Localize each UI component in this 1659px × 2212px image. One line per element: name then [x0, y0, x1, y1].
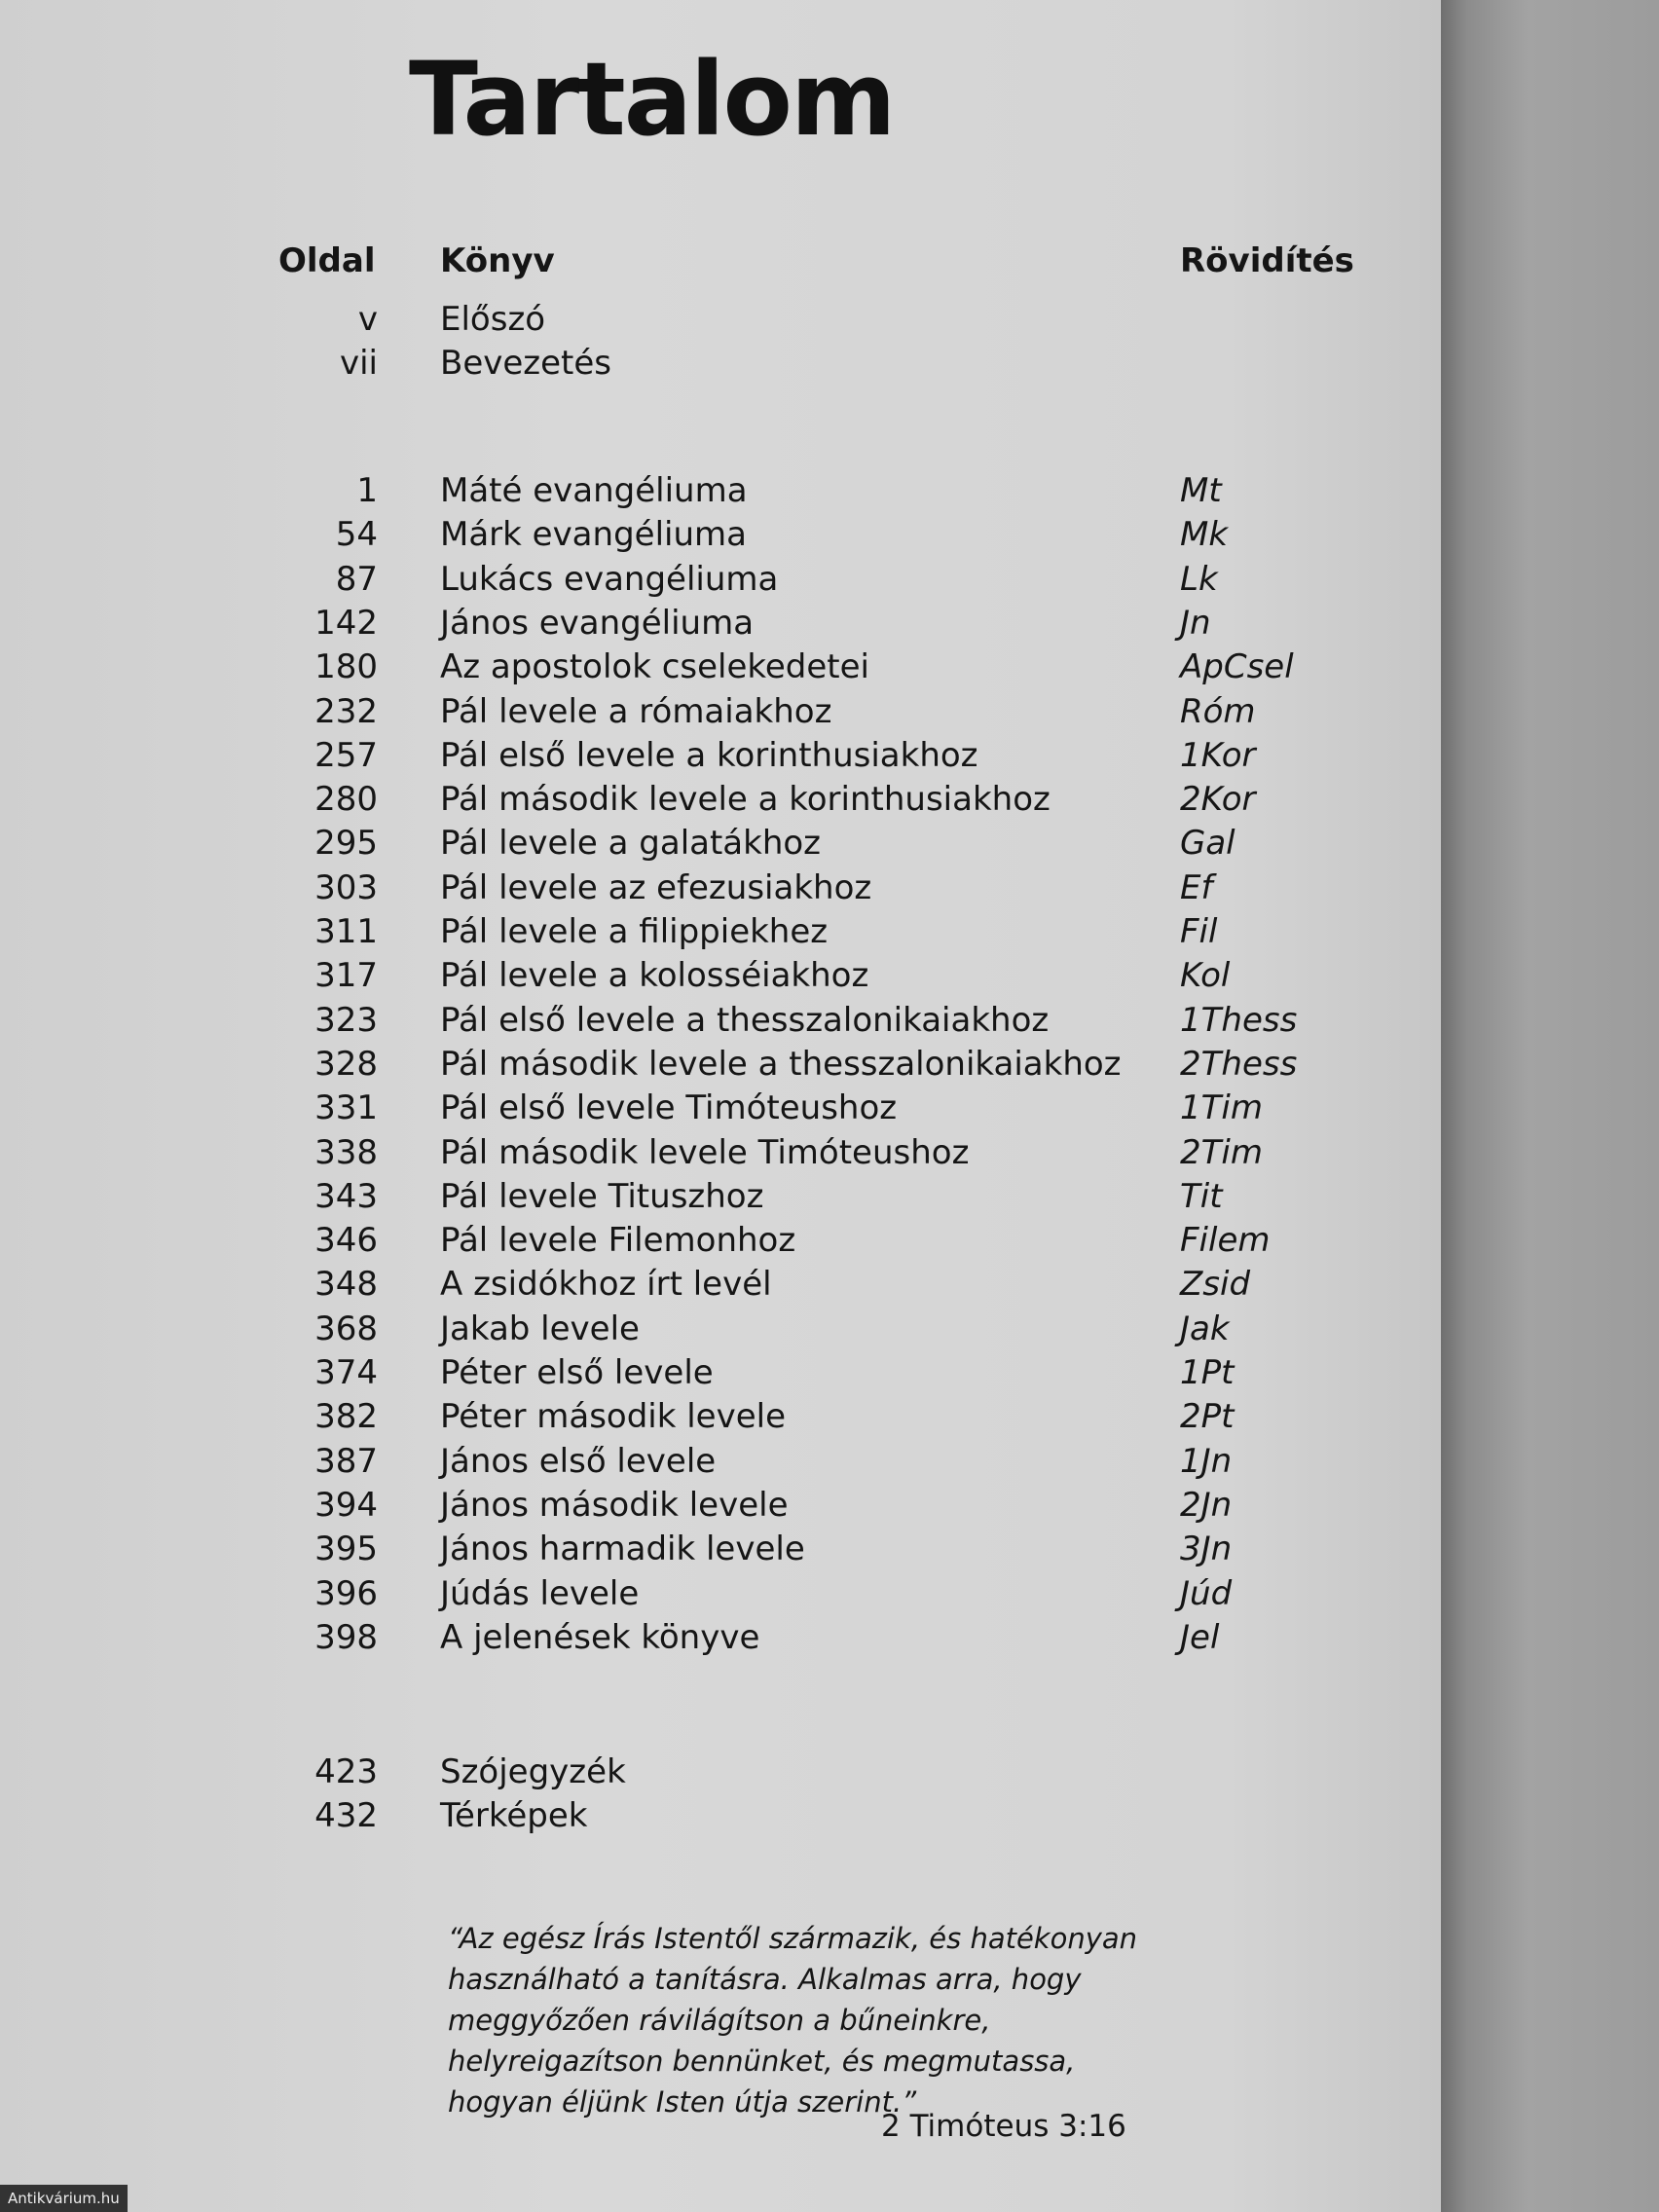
toc-book-title: Pál első levele Timóteushoz: [440, 1088, 898, 1128]
toc-row: [0, 1572, 1441, 1616]
toc-abbreviation: 2Tim: [1180, 1132, 1263, 1172]
toc-page-number: 382: [314, 1397, 378, 1437]
toc-row: [0, 298, 1441, 342]
toc-book-title: Pál levele a filippiekhez: [440, 912, 829, 951]
toc-book-title: János második levele: [440, 1485, 789, 1525]
toc-page-number: 54: [335, 515, 378, 555]
toc-page-number: 232: [314, 691, 378, 731]
toc-abbreviation: 1Pt: [1180, 1353, 1235, 1392]
toc-abbreviation: Jn: [1180, 603, 1211, 643]
toc-page-number: 398: [314, 1617, 378, 1657]
toc-abbreviation: Filem: [1180, 1221, 1271, 1261]
toc-page-number: v: [357, 300, 378, 339]
toc-abbreviation: Jel: [1180, 1617, 1220, 1657]
toc-page-number: 343: [314, 1176, 378, 1216]
toc-row: [0, 1087, 1441, 1130]
toc-row: [0, 910, 1441, 954]
toc-row: [0, 999, 1441, 1043]
toc-page-number: 368: [314, 1309, 378, 1348]
toc-page-number: 348: [314, 1265, 378, 1305]
toc-book-title: Térképek: [440, 1796, 588, 1836]
toc-abbreviation: Ef: [1180, 867, 1213, 907]
toc-row: [0, 690, 1441, 734]
toc-row: [0, 1263, 1441, 1307]
toc-row: [0, 1308, 1441, 1351]
toc-page-number: 423: [314, 1752, 378, 1791]
toc-book-title: Bevezetés: [440, 344, 612, 384]
toc-page-number: 346: [314, 1221, 378, 1261]
quote-reference: 2 Timóteus 3:16: [881, 2109, 1126, 2144]
toc-page-number: 303: [314, 867, 378, 907]
toc-book-title: Pál levele a kolosséiakhoz: [440, 956, 869, 996]
toc-row: [0, 778, 1441, 822]
toc-book-title: Pál levele a galatákhoz: [440, 824, 822, 864]
toc-book-title: Péter első levele: [440, 1353, 714, 1392]
toc-abbreviation: 1Thess: [1180, 1000, 1298, 1040]
quote-line: “Az egész Írás Istentől származik, és hatékonyan: [448, 1922, 1138, 1955]
toc-abbreviation: 1Jn: [1180, 1441, 1233, 1481]
toc-abbreviation: Júd: [1180, 1573, 1233, 1613]
toc-page-number: 395: [314, 1530, 378, 1569]
toc-page-number: 317: [314, 956, 378, 996]
toc-abbreviation: 2Thess: [1180, 1044, 1298, 1084]
toc-page-number: 374: [314, 1353, 378, 1392]
toc-row: [0, 866, 1441, 910]
header-page: Oldal: [278, 241, 376, 280]
toc-row: [0, 954, 1441, 998]
toc-abbreviation: 1Tim: [1180, 1088, 1263, 1128]
toc-page-number: 142: [314, 603, 378, 643]
toc-page-number: 280: [314, 780, 378, 820]
toc-row: [0, 558, 1441, 602]
toc-book-title: Máté evangéliuma: [440, 471, 748, 510]
toc-row: [0, 1528, 1441, 1571]
toc-page-number: 87: [335, 559, 378, 599]
toc-book-title: Pál levele az efezusiakhoz: [440, 867, 872, 907]
page-title: Tartalom: [409, 40, 895, 159]
quote-line: helyreigazítson bennünket, és megmutassa,: [448, 2045, 1076, 2078]
toc-abbreviation: 2Jn: [1180, 1485, 1233, 1525]
toc-page-number: 394: [314, 1485, 378, 1525]
toc-abbreviation: Mt: [1180, 471, 1222, 510]
quote-line: meggyőzően rávilágítson a bűneinkre,: [448, 2004, 991, 2037]
toc-page-number: 323: [314, 1000, 378, 1040]
toc-page-number: 338: [314, 1132, 378, 1172]
toc-row: [0, 1440, 1441, 1484]
toc-book-title: Előszó: [440, 300, 546, 339]
toc-book-title: Pál második levele a thesszalonikaiakhoz: [440, 1044, 1122, 1084]
toc-page-number: vii: [339, 344, 378, 384]
toc-page-number: 257: [314, 735, 378, 775]
toc-book-title: Péter második levele: [440, 1397, 787, 1437]
toc-abbreviation: 2Pt: [1180, 1397, 1235, 1437]
toc-book-title: Pál első levele a korinthusiakhoz: [440, 735, 978, 775]
toc-row: [0, 469, 1441, 513]
toc-abbreviation: 3Jn: [1180, 1530, 1233, 1569]
toc-row: [0, 822, 1441, 866]
toc-book-title: Júdás levele: [440, 1573, 640, 1613]
toc-row: [0, 1616, 1441, 1660]
toc-page-number: 331: [314, 1088, 378, 1128]
toc-row: [0, 1043, 1441, 1087]
toc-book-title: Az apostolok cselekedetei: [440, 647, 870, 687]
toc-row: [0, 513, 1441, 557]
toc-book-title: Pál levele Tituszhoz: [440, 1176, 764, 1216]
toc-row: [0, 645, 1441, 689]
toc-row: [0, 1175, 1441, 1219]
toc-row: [0, 1219, 1441, 1263]
toc-row: [0, 1395, 1441, 1439]
toc-page-number: 387: [314, 1441, 378, 1481]
toc-abbreviation: 1Kor: [1180, 735, 1256, 775]
toc-book-title: Pál első levele a thesszalonikaiakhoz: [440, 1000, 1050, 1040]
toc-abbreviation: Róm: [1180, 691, 1256, 731]
toc-abbreviation: Jak: [1180, 1309, 1230, 1348]
toc-abbreviation: Kol: [1180, 956, 1231, 996]
toc-row: [0, 1751, 1441, 1794]
toc-book-title: A jelenések könyve: [440, 1617, 760, 1657]
toc-page-number: 432: [314, 1796, 378, 1836]
toc-page-number: 396: [314, 1573, 378, 1613]
toc-abbreviation: Gal: [1180, 824, 1235, 864]
toc-row: [0, 734, 1441, 778]
toc-abbreviation: Fil: [1180, 912, 1218, 951]
quote-line: hogyan éljünk Isten útja szerint.”: [448, 2085, 917, 2119]
toc-abbreviation: Tit: [1180, 1176, 1223, 1216]
toc-book-title: Pál második levele Timóteushoz: [440, 1132, 970, 1172]
toc-book-title: János harmadik levele: [440, 1530, 805, 1569]
toc-abbreviation: Lk: [1180, 559, 1218, 599]
toc-book-title: Pál levele a rómaiakhoz: [440, 691, 832, 731]
toc-row: [0, 1131, 1441, 1175]
toc-row: [0, 602, 1441, 645]
page-gutter: [1441, 0, 1659, 2212]
toc-page-number: 1: [356, 471, 378, 510]
toc-abbreviation: Mk: [1180, 515, 1229, 555]
scripture-quote: [448, 1918, 1149, 2122]
toc-page-number: 328: [314, 1044, 378, 1084]
watermark: Antikvárium.hu: [0, 2185, 128, 2212]
header-book: Könyv: [440, 241, 555, 280]
toc-book-title: János első levele: [440, 1441, 717, 1481]
toc-book-title: Márk evangéliuma: [440, 515, 747, 555]
toc-row: [0, 1794, 1441, 1838]
toc-book-title: Lukács evangéliuma: [440, 559, 779, 599]
toc-page-number: 295: [314, 824, 378, 864]
toc-row: [0, 1484, 1441, 1528]
header-abbr: Rövidítés: [1180, 241, 1354, 280]
toc-abbreviation: Zsid: [1180, 1265, 1251, 1305]
toc-book-title: Szójegyzék: [440, 1752, 626, 1791]
toc-abbreviation: 2Kor: [1180, 780, 1256, 820]
quote-line: használható a tanításra. Alkalmas arra, hogy: [448, 1963, 1082, 1996]
toc-row: [0, 342, 1441, 386]
toc-book-title: Jakab levele: [440, 1309, 640, 1348]
toc-book-title: Pál levele Filemonhoz: [440, 1221, 796, 1261]
toc-book-title: Pál második levele a korinthusiakhoz: [440, 780, 1051, 820]
toc-abbreviation: ApCsel: [1180, 647, 1294, 687]
toc-page-number: 311: [314, 912, 378, 951]
toc-book-title: A zsidókhoz írt levél: [440, 1265, 772, 1305]
toc-row: [0, 1351, 1441, 1395]
toc-book-title: János evangéliuma: [440, 603, 755, 643]
toc-page-number: 180: [314, 647, 378, 687]
